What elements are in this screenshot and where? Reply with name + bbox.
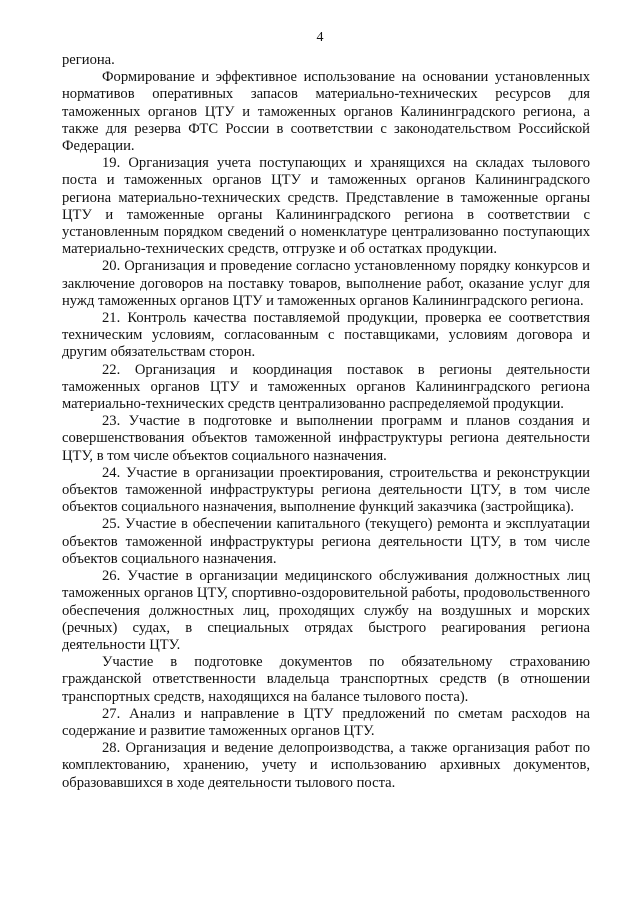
paragraph-26: 26. Участие в организации медицинского обслуживания должностных лиц таможенных органов ЦТУ, спортивно-оздоровительной работы, продовольственного обеспечения должностных лиц, проходящих службу на воздушных и морских (речных) судах, в специальных отрядах быстрого реагирования региона деятельности ЦТУ. [62, 568, 590, 653]
paragraph-27: 27. Анализ и направление в ЦТУ предложений по сметам расходов на содержание и развитие таможенных органов ЦТУ. [62, 705, 590, 739]
paragraph-22: 22. Организация и координация поставок в регионы деятельности таможенных органов ЦТУ и таможенных органов Калининградского региона материально-технических средств централизованно распределяемой продукции. [62, 361, 590, 413]
paragraph-24: 24. Участие в организации проектирования, строительства и реконструкции объектов таможенной инфраструктуры региона деятельности ЦТУ, в том числе объектов социального назначения, выполнение функций заказчика (застройщика). [62, 464, 590, 516]
paragraph-21: 21. Контроль качества поставляемой продукции, проверка ее соответствия техническим условиям, согласованным с поставщиками, условиям договора и другим обязательствам сторон. [62, 310, 590, 361]
page-number: 4 [316, 30, 324, 45]
paragraph-25: 25. Участие в обеспечении капитального (текущего) ремонта и эксплуатации объектов таможенной инфраструктуры региона деятельности ЦТУ, в том числе объектов социального назначения. [62, 516, 590, 567]
document-body [62, 52, 590, 792]
paragraph-19: 19. Организация учета поступающих и хранящихся на складах тылового поста и таможенных органов ЦТУ и таможенных органов Калининградского региона материально-технических средств. Представление в таможенные органы ЦТУ и таможенные органы Калининградского региона в соответствии с установленным порядком сведений о номенклатуре централизованно поступающих материально-технических средств, отгрузке и об остатках продукции. [62, 155, 590, 258]
paragraph-reserves: Формирование и эффективное использование на основании установленных нормативов оперативных запасов материально-технических ресурсов для таможенных органов ЦТУ и таможенных органов Калининградского региона, а также для резерва ФТС России в соответствии с законодательством Российской Федерации. [62, 69, 590, 155]
paragraph-continuation: региона. [62, 52, 115, 68]
paragraph-20: 20. Организация и проведение согласно установленному порядку конкурсов и заключение договоров на поставку товаров, выполнение работ, оказание услуг для нужд таможенных органов ЦТУ и таможенных органов Калининградского региона. [62, 258, 590, 309]
paragraph-28: 28. Организация и ведение делопроизводства, а также организация работ по комплектованию, хранению, учету и использованию архивных документов, образовавшихся в ходе деятельности тылового поста. [62, 740, 590, 791]
paragraph-insurance: Участие в подготовке документов по обязательному страхованию гражданской ответственности владельца транспортных средств (в отношении транспортных средств, находящихся на балансе тылового поста). [62, 654, 590, 705]
paragraph-23: 23. Участие в подготовке и выполнении программ и планов создания и совершенствования объектов таможенной инфраструктуры региона деятельности ЦТУ, в том числе объектов социального назначения. [62, 413, 590, 464]
